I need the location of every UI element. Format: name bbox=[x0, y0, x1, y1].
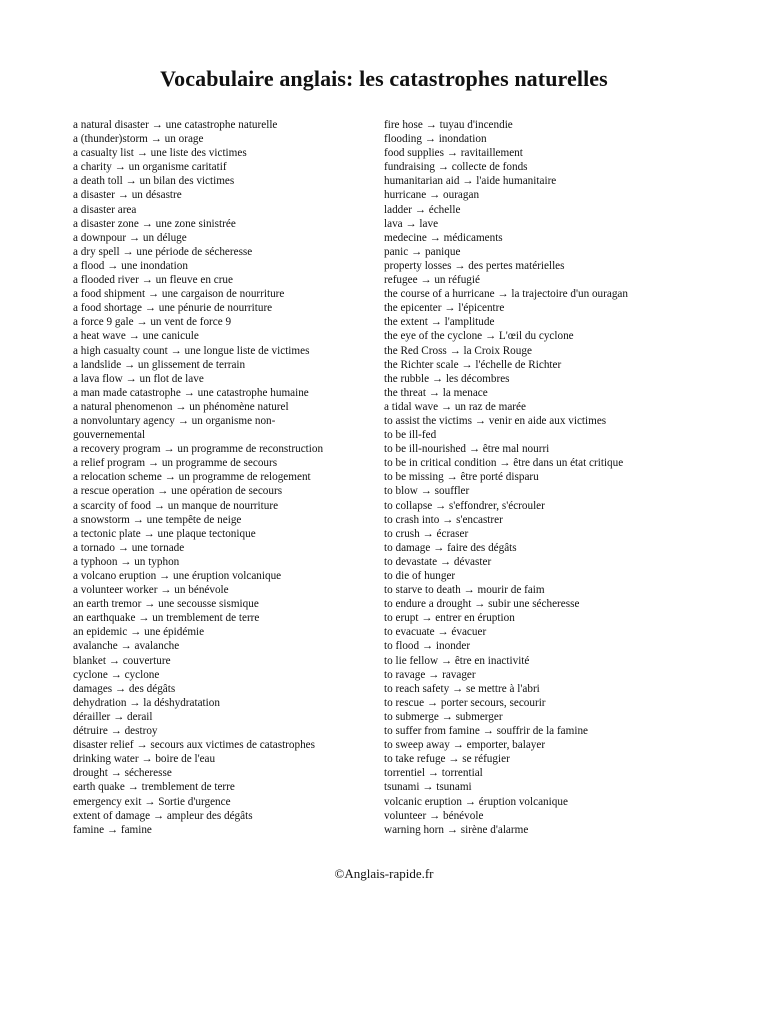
vocabulary-entry: a relief program → un programme de secours bbox=[73, 457, 278, 470]
vocabulary-entry: warning horn → sirène d'alarme bbox=[384, 823, 529, 836]
vocabulary-entry: a (thunder)storm → un orage bbox=[73, 133, 204, 146]
vocabulary-entry: a heat wave → une canicule bbox=[73, 330, 199, 343]
vocabulary-entry: a nonvoluntary agency → un organisme non- bbox=[73, 414, 276, 427]
vocabulary-entry: to collapse → s'effondrer, s'écrouler bbox=[384, 499, 545, 512]
vocabulary-entry: a death toll → un bilan des victimes bbox=[73, 175, 235, 188]
vocabulary-entry: dérailler → derail bbox=[73, 710, 153, 723]
vocabulary-entry: to crash into → s'encastrer bbox=[384, 513, 503, 526]
vocabulary-entry: drought → sécheresse bbox=[73, 767, 172, 780]
vocabulary-entry: to crush → écraser bbox=[384, 527, 469, 540]
vocabulary-entry: to submerge → submerger bbox=[384, 710, 503, 723]
vocabulary-entry: food supplies → ravitaillement bbox=[384, 147, 523, 160]
vocabulary-entry: the course of a hurricane → la trajectoire d'un ouragan bbox=[384, 288, 628, 301]
vocabulary-entry: to suffer from famine → souffrir de la famine bbox=[384, 725, 589, 738]
vocabulary-entry: to reach safety → se mettre à l'abri bbox=[384, 682, 540, 695]
vocabulary-entry: famine → famine bbox=[73, 823, 152, 836]
vocabulary-entry: lava → lave bbox=[384, 217, 439, 230]
vocabulary-entry: earth quake → tremblement de terre bbox=[73, 781, 235, 794]
vocabulary-entry: the Red Cross → la Croix Rouge bbox=[384, 344, 532, 357]
vocabulary-entry: to take refuge → se réfugier bbox=[384, 753, 510, 766]
vocabulary-entry: a recovery program → un programme de reconstruction bbox=[73, 443, 324, 456]
vocabulary-entry: to ravage → ravager bbox=[384, 668, 476, 681]
vocabulary-entry: a snowstorm → une tempête de neige bbox=[73, 513, 242, 526]
vocabulary-entry: to devastate → dévaster bbox=[384, 555, 492, 568]
page-title: Vocabulaire anglais: les catastrophes naturelles bbox=[160, 66, 608, 91]
vocabulary-entry: to assist the victims → venir en aide aux victimes bbox=[384, 414, 607, 427]
vocabulary-entry: a casualty list → une liste des victimes bbox=[73, 147, 247, 160]
vocabulary-entry: a tornado → une tornade bbox=[73, 541, 185, 554]
vocabulary-entry: property losses → des pertes matérielles bbox=[384, 259, 565, 272]
vocabulary-entry: blanket → couverture bbox=[73, 654, 171, 667]
vocabulary-entry: the eye of the cyclone → L'œil du cyclone bbox=[384, 330, 574, 343]
vocabulary-entry: humanitarian aid → l'aide humanitaire bbox=[384, 175, 557, 188]
vocabulary-entry: the epicenter → l'épicentre bbox=[384, 302, 505, 315]
vocabulary-entry: a disaster → un désastre bbox=[73, 189, 182, 202]
vocabulary-entry: ladder → échelle bbox=[384, 203, 461, 216]
vocabulary-entry: drinking water → boire de l'eau bbox=[73, 753, 216, 766]
vocabulary-entry: a dry spell → une période de sécheresse bbox=[73, 245, 253, 258]
vocabulary-entry: fundraising → collecte de fonds bbox=[384, 161, 528, 174]
vocabulary-entry: a food shortage → une pénurie de nourriture bbox=[73, 302, 273, 315]
vocabulary-entry: damages → des dégâts bbox=[73, 682, 176, 695]
vocabulary-entry: extent of damage → ampleur des dégâts bbox=[73, 809, 253, 822]
vocabulary-entry: dehydration → la déshydratation bbox=[73, 696, 220, 709]
vocabulary-entry: a tidal wave → un raz de marée bbox=[384, 400, 526, 413]
vocabulary-entry: gouvernemental bbox=[73, 429, 146, 442]
vocabulary-entry: volunteer → bénévole bbox=[384, 809, 484, 822]
vocabulary-entry: to be ill-nourished → être mal nourri bbox=[384, 443, 550, 456]
vocabulary-entry: fire hose → tuyau d'incendie bbox=[384, 119, 513, 131]
vocabulary-entry: to be in critical condition → être dans un état critique bbox=[384, 457, 624, 470]
vocabulary-entry: disaster relief → secours aux victimes de catastrophes bbox=[73, 739, 316, 752]
vocabulary-entry: to lie fellow → être en inactivité bbox=[384, 654, 530, 667]
vocabulary-entry: an epidemic → une épidémie bbox=[73, 626, 205, 639]
vocabulary-entry: a rescue operation → une opération de secours bbox=[73, 485, 283, 498]
vocabulary-entry: an earthquake → un tremblement de terre bbox=[73, 612, 260, 625]
vocabulary-entry: a disaster zone → une zone sinistrée bbox=[73, 217, 236, 230]
vocabulary-entry: avalanche → avalanche bbox=[73, 640, 180, 653]
vocabulary-entry: a volcano eruption → une éruption volcanique bbox=[73, 570, 282, 582]
vocabulary-entry: to starve to death → mourir de faim bbox=[384, 584, 545, 597]
vocabulary-entry: to evacuate → évacuer bbox=[384, 626, 487, 639]
vocabulary-entry: to endure a drought → subir une sécheresse bbox=[384, 598, 580, 611]
vocabulary-entry: a natural disaster → une catastrophe naturelle bbox=[73, 119, 278, 131]
vocabulary-entry: to blow → souffler bbox=[384, 485, 470, 498]
vocabulary-entry: the threat → la menace bbox=[384, 386, 488, 399]
vocabulary-entry: the rubble → les décombres bbox=[384, 372, 510, 385]
vocabulary-entry: to damage → faire des dégâts bbox=[384, 541, 517, 554]
vocabulary-entry: to erupt → entrer en éruption bbox=[384, 612, 515, 625]
vocabulary-entry: a food shipment → une cargaison de nourriture bbox=[73, 288, 285, 301]
vocabulary-entry: a lava flow → un flot de lave bbox=[73, 372, 204, 385]
vocabulary-list-right bbox=[384, 118, 684, 837]
vocabulary-entry: to be ill-fed bbox=[384, 429, 437, 442]
vocabulary-entry: volcanic eruption → éruption volcanique bbox=[384, 795, 568, 808]
vocabulary-entry: a high casualty count → une longue liste de victimes bbox=[73, 344, 310, 357]
vocabulary-entry: a typhoon → un typhon bbox=[73, 555, 180, 568]
vocabulary-entry: a flood → une inondation bbox=[73, 259, 188, 272]
vocabulary-entry: the extent → l'amplitude bbox=[384, 316, 495, 329]
vocabulary-entry: to flood → inonder bbox=[384, 640, 471, 653]
vocabulary-entry: to be missing → être porté disparu bbox=[384, 471, 539, 484]
vocabulary-entry: a force 9 gale → un vent de force 9 bbox=[73, 316, 232, 329]
vocabulary-entry: a downpour → un déluge bbox=[73, 231, 187, 244]
vocabulary-entry: panic → panique bbox=[384, 245, 461, 258]
vocabulary-entry: a landslide → un glissement de terrain bbox=[73, 358, 246, 371]
vocabulary-entry: tsunami → tsunami bbox=[384, 781, 472, 794]
vocabulary-entry: hurricane → ouragan bbox=[384, 189, 480, 202]
vocabulary-entry: a charity → un organisme caritatif bbox=[73, 161, 227, 174]
vocabulary-entry: a volunteer worker → un bénévole bbox=[73, 584, 229, 597]
vocabulary-entry: cyclone → cyclone bbox=[73, 668, 160, 681]
vocabulary-entry: a scarcity of food → un manque de nourriture bbox=[73, 499, 279, 512]
vocabulary-entry: a flooded river → un fleuve en crue bbox=[73, 274, 233, 287]
vocabulary-entry: torrentiel → torrential bbox=[384, 767, 483, 780]
vocabulary-entry: a disaster area bbox=[73, 203, 137, 216]
vocabulary-entry: a relocation scheme → un programme de relogement bbox=[73, 471, 311, 484]
vocabulary-entry: flooding → inondation bbox=[384, 133, 487, 146]
vocabulary-entry: the Richter scale → l'échelle de Richter bbox=[384, 358, 562, 371]
vocabulary-entry: to rescue → porter secours, secourir bbox=[384, 696, 546, 709]
vocabulary-entry: emergency exit → Sortie d'urgence bbox=[73, 795, 231, 808]
vocabulary-entry: to die of hunger bbox=[384, 570, 456, 582]
copyright-footer: ©Anglais-rapide.fr bbox=[334, 866, 434, 881]
vocabulary-list-left bbox=[73, 118, 373, 837]
vocabulary-entry: a natural phenomenon → un phénomène naturel bbox=[73, 400, 289, 413]
vocabulary-entry: medecine → médicaments bbox=[384, 231, 503, 244]
vocabulary-entry: a tectonic plate → une plaque tectonique bbox=[73, 527, 256, 540]
vocabulary-entry: refugee → un réfugié bbox=[384, 274, 480, 287]
vocabulary-entry: a man made catastrophe → une catastrophe humaine bbox=[73, 386, 309, 399]
vocabulary-entry: to sweep away → emporter, balayer bbox=[384, 739, 546, 752]
vocabulary-entry: détruire → destroy bbox=[73, 725, 158, 738]
vocabulary-entry: an earth tremor → une secousse sismique bbox=[73, 598, 259, 611]
